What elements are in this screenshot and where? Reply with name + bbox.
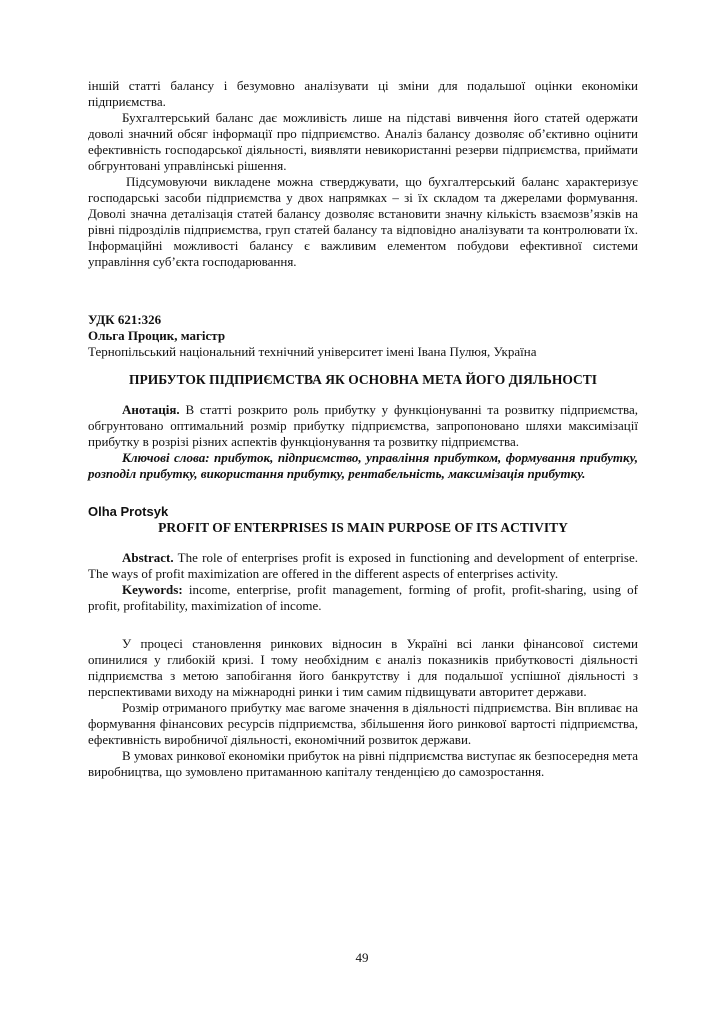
continued-paragraph-1: іншій статті балансу і безумовно аналізувати ці зміни для подальшої оцінки економіки підприємства. xyxy=(88,78,638,109)
author-ua: Ольга Процик, магістр xyxy=(88,328,226,343)
keywords-ua-text: прибуток, підприємство, управління прибутком, формування прибутку, розподіл прибутку, використання прибутку, рентабельність, максимізація прибутку. xyxy=(88,450,638,481)
keywords-ua-label: Ключові слова: xyxy=(122,450,210,465)
affiliation: Тернопільський національний технічний університет імені Івана Пулюя, Україна xyxy=(88,344,537,359)
continued-paragraph-2: Бухгалтерський баланс дає можливість лише на підставі вивчення його статей одержати доволі значний обсяг інформації про підприємство. Аналіз балансу дозволяє об’єктивно оцінити ефективність господарської діяльності, виявляти невикористанні резерви підприємства, приймати обгрунтовані управлінські рішення. xyxy=(88,110,638,173)
article-title-ua: ПРИБУТОК ПІДПРИЄМСТВА ЯК ОСНОВНА МЕТА ЙОГО ДІЯЛЬНОСТІ xyxy=(128,372,598,387)
body-paragraph-1: У процесі становлення ринкових відносин в Україні всі ланки фінансової системи опинилися у глибокій кризі. І тому необхідним є аналіз показників прибутковості діяльності підприємства з метою запобігання його банкрутству і для подальшої успішної діяльності з перспективами виходу на міжнародні ринки і тим самим підвищувати авторитет держави. xyxy=(88,636,638,699)
abstract-en-text: The role of enterprises profit is exposed in functioning and development of enterprise. The ways of profit maximization are offered in the different aspects of enterprises activity. xyxy=(88,550,638,581)
abstract-ua-text: В статті розкрито роль прибутку у функціонуванні та розвитку підприємства, обгрунтовано оптимальний розмір прибутку підприємства, запропоновано шляхи максимізації прибутку в розрізі різних аспектів функціонування та розвитку підприємства. xyxy=(88,402,638,449)
author-en: Olha Protsyk xyxy=(88,504,169,519)
keywords-en-text: income, enterprise, profit management, forming of profit, profit-sharing, using of profit, profitability, maximization of income. xyxy=(88,582,638,613)
abstract-en-label: Abstract. xyxy=(122,550,174,565)
keywords-ua xyxy=(88,450,638,482)
abstract-ua-label: Анотація. xyxy=(122,402,180,417)
body-paragraph-3: В умовах ринкової економіки прибуток на рівні підприємства виступає як безпосередня мета виробництва, що зумовлено притаманною капіталу тенденцією до самозростання. xyxy=(88,748,638,779)
udk-code: УДК 621:326 xyxy=(88,312,162,327)
continued-paragraph-3: Підсумовуючи викладене можна стверджувати, що бухгалтерський баланс характеризує господарські засоби підприємства у двох напрямках – зі їх складом та джерелами формування. Доволі значна деталізація статей балансу дозволяє встановити значну кількість взаємозв’язків на рівні підрозділів підприємства, груп статей балансу та відповідно аналізувати та контролювати їх. Інформаційні можливості балансу є важливим елементом побудови ефективної системи управління суб’єкта господарювання. xyxy=(88,174,638,269)
keywords-en-label: Keywords: xyxy=(122,582,183,597)
abstract-en xyxy=(88,550,638,582)
abstract-ua xyxy=(88,402,638,450)
body-paragraph-2: Розмір отриманого прибутку має вагоме значення в діяльності підприємства. Він впливає на формування фінансових ресурсів підприємства, збільшення його ринкової вартості підприємства, ефективність виробничої діяльності, економічний розвиток держави. xyxy=(88,700,638,747)
page-number: 49 xyxy=(355,950,369,965)
keywords-en xyxy=(88,582,638,614)
article-title-en: PROFIT OF ENTERPRISES IS MAIN PURPOSE OF ITS ACTIVITY xyxy=(158,520,568,535)
page-text xyxy=(88,78,638,780)
